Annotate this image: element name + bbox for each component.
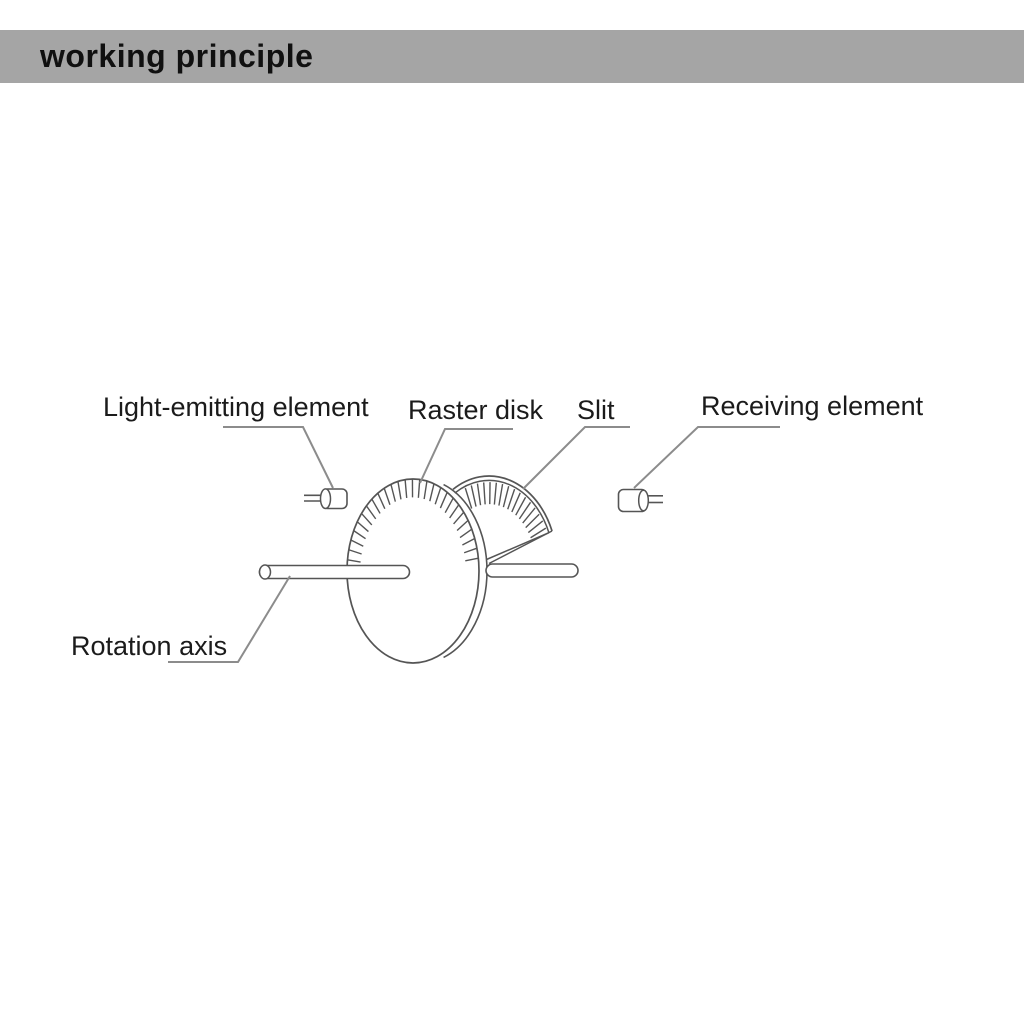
label-rotation-axis: Rotation axis [71, 631, 228, 661]
label-light-emitting-element: Light-emitting element [103, 392, 369, 422]
led-emitter-shape [304, 489, 347, 509]
page-title: working principle [40, 38, 314, 74]
photodetector-shape [619, 490, 664, 512]
label-raster-disk: Raster disk [408, 395, 544, 425]
label-slit: Slit [577, 395, 615, 425]
label-receiving-element: Receiving element [701, 391, 924, 421]
